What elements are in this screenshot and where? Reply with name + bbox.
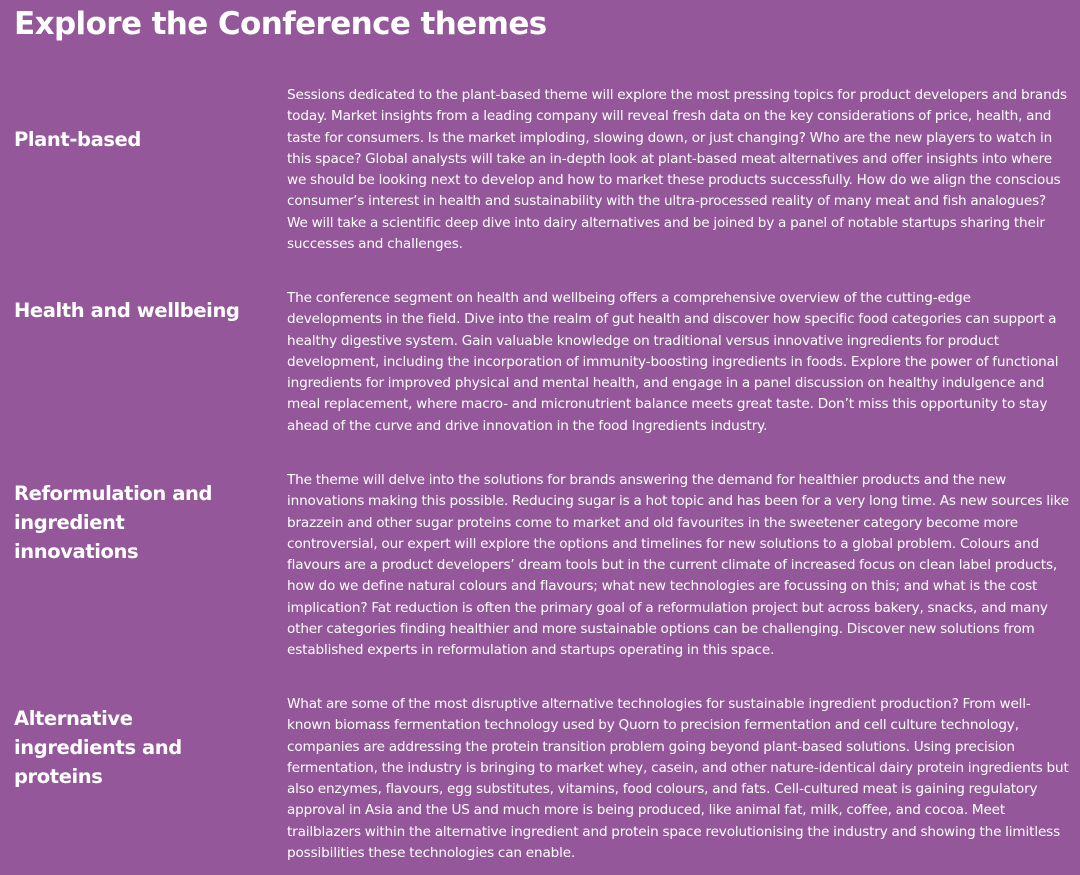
theme-heading: Reformulation and ingredient innovations <box>14 482 213 563</box>
theme-heading: Alternative ingredients and proteins <box>14 707 182 788</box>
theme-heading: Plant-based <box>14 128 141 151</box>
theme-description: The theme will delve into the solutions for brands answering the demand for healthier products and the new innovations making this possible. Reducing sugar is a hot topic and has been for a very long time. As new sources like brazzein and other sugar proteins come to market and old favourites in the sweetener category become more controversial, our expert will explore the options and timelines for new solutions to a global problem. Colours and flavours are a product developers’ dream tools but in the current climate of increased focus on clean label products, how do we define natural colours and flavours; what new technologies are focussing on this; and what is the cost implication? Fat reduction is often the primary goal of a reformulation project but across bakery, snacks, and many other categories finding healthier and more sustainable options can be challenging. Discover new solutions from established experts in reformulation and startups operating in this space. <box>287 472 1069 659</box>
theme-description: The conference segment on health and wellbeing offers a comprehensive overview of the cutting-edge developments in the field. Dive into the realm of gut health and discover how specific food categories can support a healthy digestive system. Gain valuable knowledge on traditional versus innovative ingredients for product development, including the incorporation of immunity-boosting ingredients in foods. Explore the power of functional ingredients for improved physical and mental health, and engage in a panel discussion on healthy indulgence and meal replacement, where macro- and micronutrient balance meets great taste. Don’t miss this opportunity to stay ahead of the curve and drive innovation in the food Ingredients industry. <box>287 290 1059 434</box>
theme-heading: Health and wellbeing <box>14 299 240 322</box>
theme-description: Sessions dedicated to the plant-based theme will explore the most pressing topics for product developers and brands today. Market insights from a leading company will reveal fresh data on the key considerations of price, health, and taste for consumers. Is the market imploding, slowing down, or just changing? Who are the new players to watch in this space? Global analysts will take an in-depth look at plant-based meat alternatives and offer insights into where we should be looking next to develop and how to market these products successfully. How do we align the conscious consumer’s interest in health and sustainability with the ultra-processed reality of many meat and fish analogues? We will take a scientific deep dive into dairy alternatives and be joined by a panel of notable startups sharing their successes and challenges. <box>287 87 1067 253</box>
page-title: Explore the Conference themes <box>14 6 547 42</box>
theme-description: What are some of the most disruptive alternative technologies for sustainable ingredient production? From well-known biomass fermentation technology used by Quorn to precision fermentation and cell culture technology, companies are addressing the protein transition problem going beyond plant-based solutions. Using precision fermentation, the industry is bringing to market whey, casein, and other nature-identical dairy protein ingredients but also enzymes, flavours, egg substitutes, vitamins, food colours, and fats. Cell-cultured meat is gaining regulatory approval in Asia and the US and much more is being produced, like animal fat, milk, coffee, and cocoa. Meet trailblazers within the alternative ingredient and protein space revolutionising the industry and showing the limitless possibilities these technologies can enable. <box>287 696 1069 862</box>
